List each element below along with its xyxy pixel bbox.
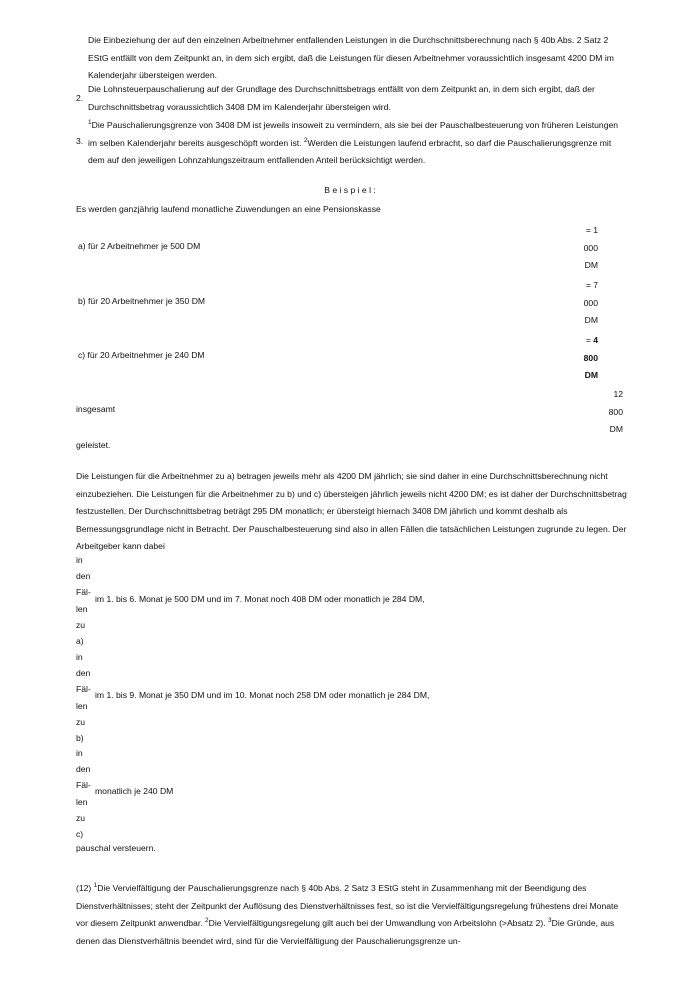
- section-12-text-2: Die Vervielfältigungsregelung gilt auch bei der Umwandlung von Arbeitslohn (>Absatz 2).: [208, 918, 549, 928]
- case-label-word: Fäl-: [76, 587, 91, 598]
- amount-line: 000: [583, 242, 598, 253]
- section-12-number: (12): [76, 883, 94, 893]
- footnote-marker: 2: [303, 136, 308, 144]
- amount-prefix: =: [585, 335, 594, 345]
- section-12-text-3: Die Gründe, aus denen das Dienstverhältnis beendet wird, sind für die Vervielfältigung der Pauschalierungsgrenze un-: [76, 918, 615, 946]
- example-total-label: insgesamt: [76, 404, 116, 414]
- section-12-text-1: Die Vervielfältigung der Pauschalierungsgrenze nach § 40b Abs. 2 Satz 3 EStG steht in Zusammenhang mit der Beendigung des Dienstverhältnisses; steht der Zeitpunkt der Auflösung des Dienstverhältnisses fest, so ist die Vervielfältigungsregelung frühestens drei Monate vor diesem Zeitpunkt anwendbar.: [76, 883, 619, 928]
- section-12: [76, 880, 628, 950]
- list-item-2-number: 2.: [76, 93, 84, 103]
- case-label-word: Fäl-: [76, 780, 91, 791]
- case-label-word: len: [76, 700, 88, 711]
- case-label-word: len: [76, 796, 88, 807]
- case-c-label: [76, 745, 91, 842]
- case-a-text: im 1. bis 6. Monat je 500 DM und im 7. Monat noch 408 DM oder monatlich je 284 DM,: [95, 594, 425, 604]
- case-b-label: [76, 649, 91, 746]
- case-label-word: a): [76, 636, 84, 647]
- amount-line: DM: [584, 370, 598, 380]
- list-item-3-number: 3.: [76, 136, 84, 146]
- example-heading: B e i s p i e l :: [324, 185, 376, 195]
- example-total-amount: [585, 386, 623, 439]
- amount-line: = 7: [585, 280, 598, 290]
- list-item-1-text: Die Einbeziehung der auf den einzelnen Arbeitnehmer entfallenden Leistungen in die Durchschnittsberechnung nach § 40b Abs. 2 Satz 2 EStG entfällt von dem Zeitpunkt an, in dem sich ergibt, daß die Leistungen für diesen Arbeitnehmer voraussichtlich insgesamt 4200 DM im Kalenderjahr übersteigen werden.: [88, 35, 614, 80]
- case-label-word: Fäl-: [76, 684, 91, 695]
- list-item-2: [88, 81, 628, 116]
- case-label-word: c): [76, 829, 84, 840]
- list-item-3-text-2: Werden die Leistungen laufend erbracht, so darf die Pauschalierungsgrenze mit dem auf den jeweiligen Lohnzahlungszeitraum entfallenden Anteil berücksichtigt werden.: [88, 137, 612, 165]
- amount-line: 12: [613, 389, 623, 399]
- example-row-a-amount: [560, 222, 598, 275]
- example-row-a-label: a) für 2 Arbeitnehmer je 500 DM: [78, 241, 201, 251]
- example-row-b-amount: [560, 277, 598, 330]
- amount-line: 000: [583, 297, 598, 308]
- case-label-word: in: [76, 748, 83, 758]
- amount-line: 800: [608, 406, 623, 417]
- example-row-c-amount: [560, 332, 598, 385]
- case-b-text: im 1. bis 9. Monat je 350 DM und im 10. Monat noch 258 DM oder monatlich je 284 DM,: [95, 690, 430, 700]
- case-label-word: len: [76, 603, 88, 614]
- footnote-marker: 3: [548, 917, 552, 925]
- footnote-marker: 2: [204, 917, 209, 925]
- amount-line: = 1: [585, 225, 598, 235]
- case-label-word: in: [76, 652, 83, 662]
- case-label-word: in: [76, 555, 83, 565]
- list-item-3-text-1: Die Pauschalierungsgrenze von 3408 DM ist jeweils insoweit zu vermindern, als sie bei der Pauschalbesteuerung von früheren Leistungen im selben Kalenderjahr bereits ausgeschöpft worden ist.: [88, 120, 619, 148]
- amount-line: DM: [584, 260, 598, 270]
- case-c-text: monatlich je 240 DM: [95, 786, 174, 796]
- list-item-2-text: Die Lohnsteuerpauschalierung auf der Grundlage des Durchschnittsbetrags entfällt von dem Zeitpunkt an, in dem sich ergibt, daß der Durchschnittsbetrag voraussichtlich 3408 DM im Kalenderjahr übersteigen wird.: [88, 84, 595, 112]
- amount-line: DM: [584, 315, 598, 325]
- amount-line: DM: [609, 424, 623, 434]
- footnote-marker: 1: [93, 882, 98, 890]
- case-a-label: [76, 552, 91, 649]
- footnote-marker: 1: [88, 119, 92, 127]
- explanation-paragraph: [76, 468, 628, 556]
- list-item-3: [88, 117, 628, 170]
- case-label-word: den: [76, 764, 91, 775]
- case-label-word: zu: [76, 812, 86, 823]
- list-item-1: [88, 32, 628, 85]
- explanation-text: Die Leistungen für die Arbeitnehmer zu a) betragen jeweils mehr als 4200 DM jährlich; sie sind daher in eine Durchschnittsberechnung nicht einzubeziehen. Die Leistungen für die Arbeitnehmer zu b) und c) übersteigen jährlich jeweils nicht 4200 DM; es ist daher der Durchschnittsbetrag festzustellen. Der Durchschnittsbetrag beträgt 295 DM monatlich; er übersteigt hiernach 3408 DM jährlich und kommt deshalb als Bemessungsgrundlage nicht in Betracht. Der Pauschalbesteuerung sind also in allen Fällen die tatsächlichen Leistungen zugrunde zu legen. Der Arbeitgeber kann dabei: [76, 471, 627, 551]
- case-label-word: b): [76, 733, 84, 744]
- example-row-b-label: b) für 20 Arbeitnehmer je 350 DM: [78, 296, 206, 306]
- example-geleistet: geleistet.: [76, 440, 111, 450]
- example-row-c-label: c) für 20 Arbeitnehmer je 240 DM: [78, 350, 205, 360]
- example-intro: Es werden ganzjährig laufend monatliche Zuwendungen an eine Pensionskasse: [76, 204, 381, 214]
- case-label-word: den: [76, 668, 91, 679]
- case-label-word: den: [76, 571, 91, 582]
- case-label-word: zu: [76, 619, 86, 630]
- amount-line: 4: [593, 335, 598, 345]
- case-label-word: zu: [76, 716, 86, 727]
- closing-text: pauschal versteuern.: [76, 843, 156, 853]
- amount-line: 800: [583, 352, 598, 363]
